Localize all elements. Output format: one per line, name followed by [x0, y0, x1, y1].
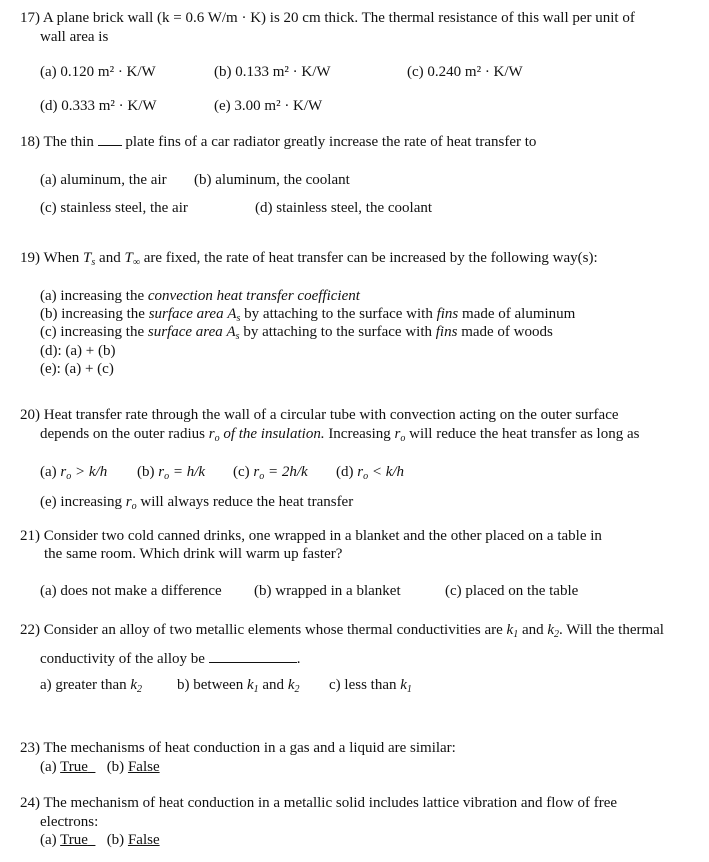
q21-option-b: (b) wrapped in a blanket: [254, 583, 401, 599]
q19-stem: 19) When $T_s$ and $T_\infty$ are fixed, the rate of heat transfer can be increased by the following way(s):: [20, 250, 598, 268]
q21-option-a: (a) does not make a difference: [40, 583, 222, 599]
q18-stem: 18) The thin plate fins of a car radiator greatly increase the rate of heat transfer to: [20, 134, 537, 150]
q18-option-a: (a) aluminum, the air: [40, 172, 167, 188]
q20-option-d: (d) $r_o < k/h$: [336, 464, 405, 482]
q20-option-b: (b) $r_o = h/k$: [137, 464, 206, 482]
q22-option-a: a) greater than $k_2$: [40, 677, 143, 695]
q20-stem-line2: depends on the outer radius $r_o$ of the insulation. Increasing $r_o$ will reduce the heat transfer as long as: [40, 426, 640, 444]
q19-option-c: (c) increasing the surface area $A_s$ by attaching to the surface with fins made of woods: [40, 324, 553, 342]
q20-option-c: (c) $r_o = 2h/k$: [233, 464, 308, 482]
q19-option-a: (a) increasing the convection heat transfer coefficient: [40, 288, 360, 304]
q19-option-d: (d): (a) + (b): [40, 343, 116, 359]
q22-blank: [209, 649, 297, 663]
q18-option-d: (d) stainless steel, the coolant: [255, 200, 433, 216]
q23-option-true: True: [60, 759, 88, 775]
q17-option-c: (c) 0.240 m² · K/W: [407, 64, 523, 80]
q17-stem-line2: wall area is: [40, 29, 109, 45]
q23-option-false: False: [127, 759, 160, 775]
q22-stem-line2: conductivity of the alloy be .: [40, 651, 301, 667]
q24-option-true: True: [60, 832, 88, 848]
q17-option-e: (e) 3.00 m² · K/W: [214, 98, 323, 114]
q19-option-b: (b) increasing the surface area $A_s$ by attaching to the surface with fins made of aluminum: [40, 306, 576, 324]
q23-stem: 23) The mechanisms of heat conduction in a gas and a liquid are similar:: [20, 740, 456, 756]
q24-stem-line1: 24) The mechanism of heat conduction in a metallic solid includes lattice vibration and flow of free: [20, 795, 618, 811]
q21-option-c: (c) placed on the table: [445, 583, 579, 599]
q24-option-false: False: [127, 832, 160, 848]
q22-option-c: c) less than $k_1$: [329, 677, 412, 695]
q18-option-b: (b) aluminum, the coolant: [194, 172, 350, 188]
q22-option-b: b) between $k_1$ and $k_2$: [177, 677, 300, 695]
q18-option-c: (c) stainless steel, the air: [40, 200, 188, 216]
q21-stem-line2: the same room. Which drink will warm up faster?: [44, 546, 343, 562]
q19-option-e: (e): (a) + (c): [40, 361, 114, 377]
q17-option-d: (d) 0.333 m² · K/W: [40, 98, 157, 114]
q23-options: (a) True (b) False: [40, 759, 160, 775]
q24-stem-line2: electrons:: [40, 814, 99, 830]
q18-blank: [98, 132, 122, 146]
q22-stem-line1: 22) Consider an alloy of two metallic elements whose thermal conductivities are $k_1$ and $k_2$. Will the thermal: [20, 622, 664, 640]
q24-options: (a) True (b) False: [40, 832, 160, 848]
q21-stem-line1: 21) Consider two cold canned drinks, one wrapped in a blanket and the other placed on a table in: [20, 528, 602, 544]
q17-option-a: (a) 0.120 m² · K/W: [40, 64, 156, 80]
q20-option-e: (e) increasing $r_o$ will always reduce the heat transfer: [40, 494, 354, 512]
q20-stem-line1: 20) Heat transfer rate through the wall of a circular tube with convection acting on the outer surface: [20, 407, 619, 423]
q20-option-a: (a) $r_o > k/h$: [40, 464, 108, 482]
q17-option-b: (b) 0.133 m² · K/W: [214, 64, 331, 80]
q17-stem-line1: 17) A plane brick wall (k = 0.6 W/m · K) is 20 cm thick. The thermal resistance of this wall per unit of: [20, 10, 635, 26]
